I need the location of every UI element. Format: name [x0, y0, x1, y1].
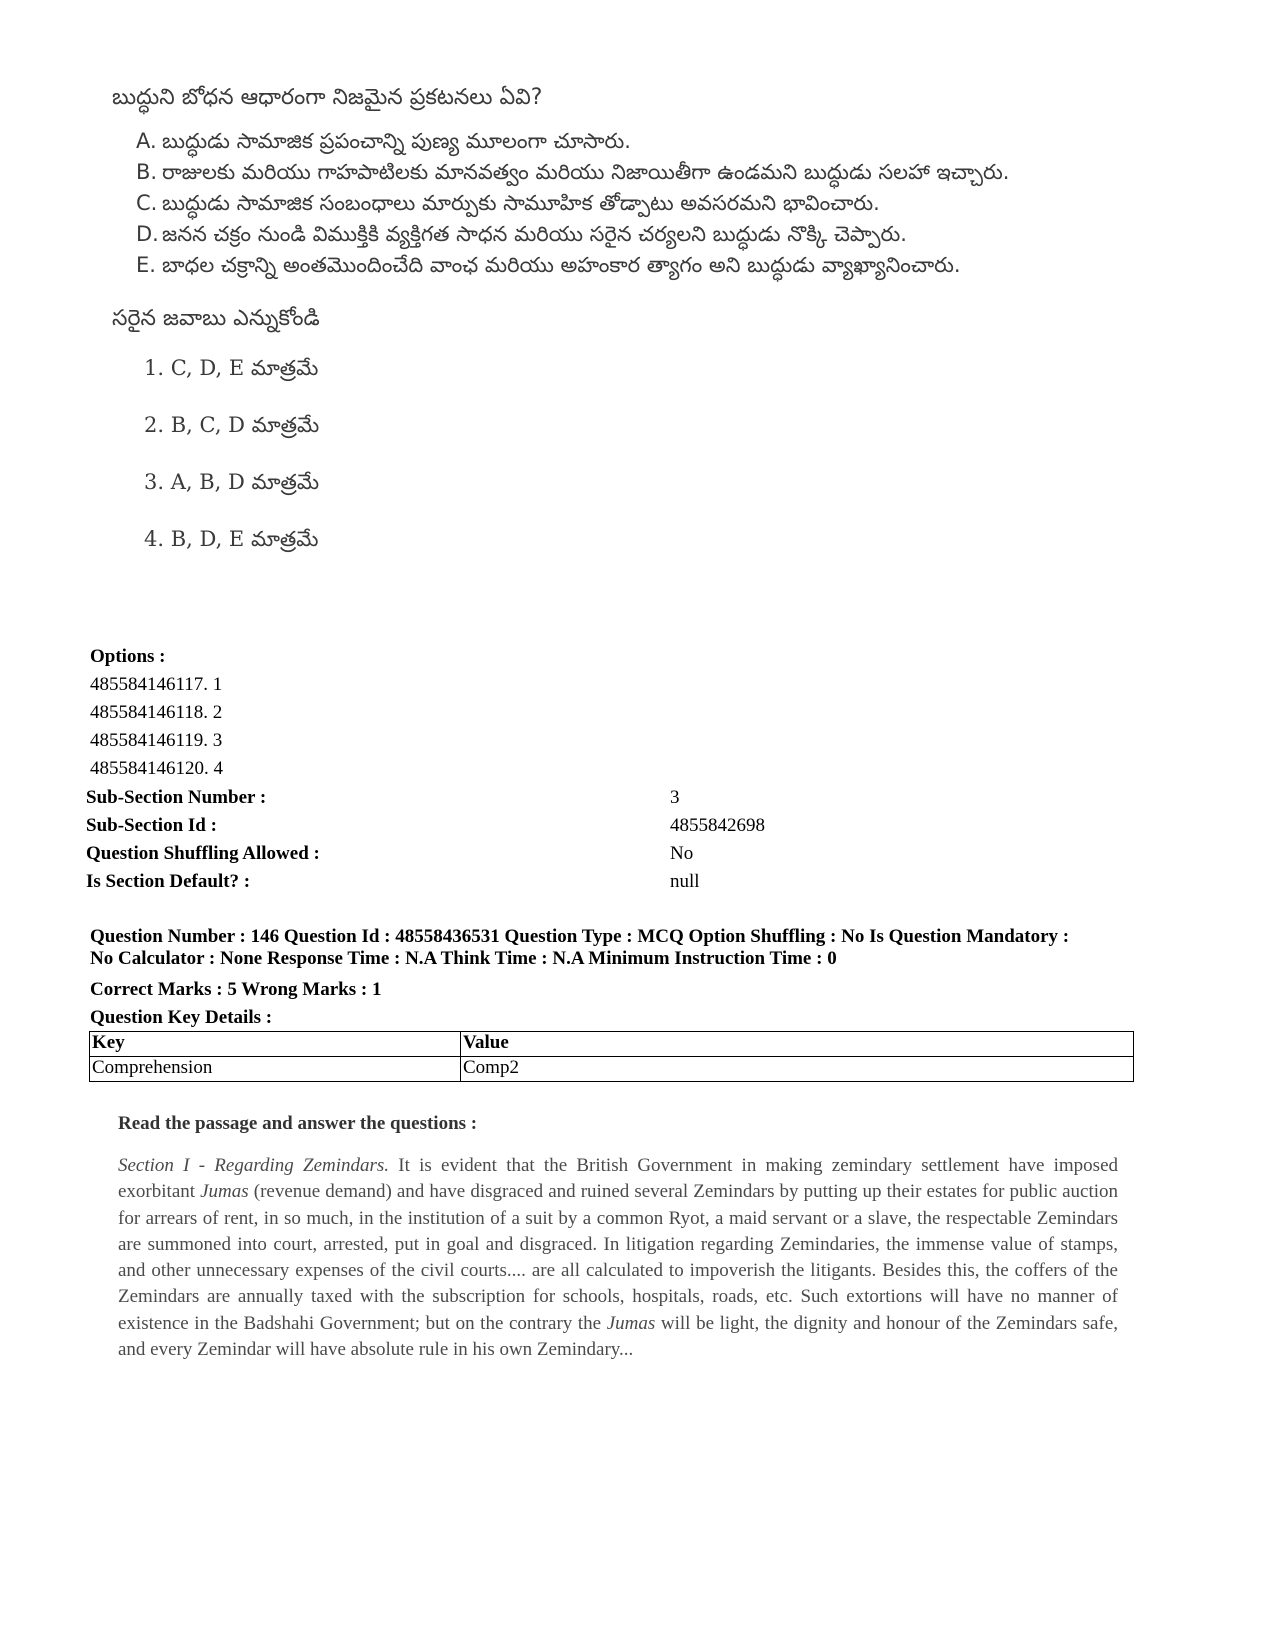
choose-answer-prompt: సరైన జవాబు ఎన్నుకోండి [112, 306, 320, 331]
statement-letter: B. [136, 160, 158, 184]
statement-text: బుద్ధుడు సామాజిక ప్రపంచాన్ని పుణ్య మూలంగా చూసారు. [162, 129, 631, 153]
statement-letter: E. [136, 253, 156, 277]
subsection-row [86, 812, 986, 840]
subsection-value: No [670, 843, 694, 864]
option-item: 485584146119. 3 [90, 730, 223, 751]
statement-text: జనన చక్రం నుండి విముక్తికి వ్యక్తిగత సాధన మరియు సరైన చర్యలని బుద్ధుడు నొక్కి చెప్పారు. [162, 222, 907, 246]
subsection-label: Is Section Default? : [86, 871, 251, 892]
question-meta-line: No Calculator : None Response Time : N.A Think Time : N.A Minimum Instruction Time : 0 [90, 948, 837, 969]
statement-letter: C. [136, 191, 158, 215]
question-key-details-label: Question Key Details : [90, 1007, 273, 1028]
passage-section-title: Section I - Regarding Zemindars. [118, 1155, 390, 1176]
question-meta [90, 926, 1150, 1032]
statement-a [136, 126, 1152, 157]
answer-choice-4: 4. B, D, E మాత్రమే [144, 527, 319, 551]
passage-term: Jumas [606, 1312, 656, 1334]
answer-choice-2: 2. B, C, D మాత్రమే [144, 413, 320, 437]
passage-text: (revenue demand) and have disgraced and ruined several Zemindars by putting up their estates for public auction for arrears of rent, in so much, in the institution of a suit by a common Ryot, a maid servant or a slave, the respectable Zemindars are summoned into court, arrested, put in goal and disgraced. In litigation regarding Zemindaries, the immense value of stamps, and other unnecessary expenses of the civil courts.... are all calculated to impoverish the litigants. Besides this, the coffers of the Zemindars are annually taxed with the subscription for schools, hospitals, roads, etc. Such extortions will have no manner of existence in the Badshahi Government; but on the contrary the [118, 1181, 1119, 1334]
statement-text: బుద్ధుడు సామాజిక సంబంధాలు మార్పుకు సామూహిక తోడ్పాటు అవసరమని భావించారు. [162, 191, 880, 215]
statement-letter: D. [136, 222, 159, 246]
passage-text: will be light, the dignity and honour of the Zemindars safe, and every Zemindar will have absolute rule in his own Zemindary... [118, 1312, 1119, 1361]
key-table-cell: Comp2 [461, 1057, 1134, 1082]
subsection-row [86, 784, 986, 812]
answer-choice-1: 1. C, D, E మాత్రమే [144, 356, 319, 380]
options-block [90, 643, 223, 783]
key-table-header-row [90, 1032, 1134, 1057]
key-table-row [90, 1057, 1134, 1082]
statement-e [136, 250, 1152, 281]
answer-choice-list [112, 353, 1152, 554]
subsection-row [86, 868, 986, 896]
key-table-header: Value [461, 1032, 1134, 1057]
passage-term: Jumas [200, 1181, 249, 1203]
statement-text: రాజులకు మరియు గాహపాటిలకు మానవత్వం మరియు నిజాయితీగా ఉండమని బుద్ధుడు సలహా ఇచ్చారు. [162, 160, 1010, 184]
subsection-value: 3 [670, 787, 680, 808]
option-item: 485584146118. 2 [90, 702, 223, 723]
option-item: 485584146117. 1 [90, 674, 223, 695]
subsection-info [86, 784, 986, 896]
passage-body [118, 1153, 1118, 1363]
question-meta-line: Question Number : 146 Question Id : 48558436531 Question Type : MCQ Option Shuffling : No Is Question Mandatory : [90, 926, 1070, 947]
statement-text: బాధల చక్రాన్ని అంతమొందించేది వాంఛ మరియు అహంకార త్యాగం అని బుద్ధుడు వ్యాఖ్యానించారు. [162, 253, 961, 277]
answer-choice-3: 3. A, B, D మాత్రమే [144, 470, 320, 494]
subsection-label: Sub-Section Id : [86, 815, 217, 836]
passage-image [118, 1113, 1118, 1363]
statement-d [136, 219, 1152, 250]
passage-heading: Read the passage and answer the questions : [118, 1113, 478, 1134]
question-marks: Correct Marks : 5 Wrong Marks : 1 [90, 979, 382, 1000]
option-item: 485584146120. 4 [90, 758, 223, 779]
subsection-label: Question Shuffling Allowed : [86, 843, 320, 864]
question-stem: బుద్ధుని బోధన ఆధారంగా నిజమైన ప్రకటనలు ఏవి? [112, 85, 543, 110]
statement-letter: A. [136, 129, 157, 153]
telugu-question-image [112, 82, 1152, 581]
passage-text: It is evident that the British Government in making zemindary settlement have imposed exorbitant [118, 1155, 1118, 1203]
key-table-cell: Comprehension [90, 1057, 461, 1082]
statement-c [136, 188, 1152, 219]
subsection-value: 4855842698 [670, 815, 765, 836]
subsection-label: Sub-Section Number : [86, 787, 267, 808]
subsection-row [86, 840, 986, 868]
key-table-header: Key [90, 1032, 461, 1057]
subsection-value: null [670, 871, 700, 892]
statement-b [136, 157, 1152, 188]
statement-list [112, 126, 1152, 281]
options-title: Options : [90, 646, 166, 667]
question-key-table [89, 1031, 1134, 1082]
